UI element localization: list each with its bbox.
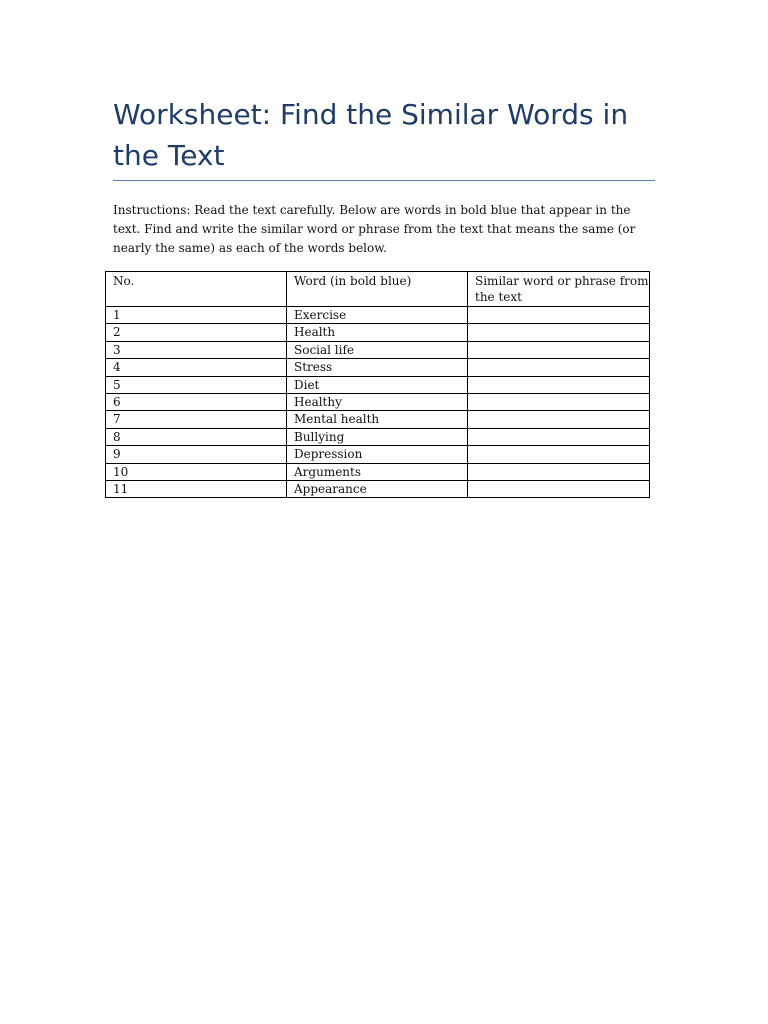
title-divider xyxy=(113,180,655,181)
row-word: Exercise xyxy=(287,307,468,324)
row-word: Diet xyxy=(287,376,468,393)
row-word: Health xyxy=(287,324,468,341)
table-row xyxy=(106,428,650,445)
table-row xyxy=(106,324,650,341)
header-similar-word: Similar word or phrase from the text xyxy=(468,272,650,307)
row-number: 5 xyxy=(106,376,287,393)
row-number: 10 xyxy=(106,463,287,480)
row-word: Stress xyxy=(287,359,468,376)
answer-cell[interactable] xyxy=(468,411,650,428)
row-word: Arguments xyxy=(287,463,468,480)
answer-cell[interactable] xyxy=(468,376,650,393)
instructions-text: Instructions: Read the text carefully. Below are words in bold blue that appear in the text. Find and write the similar word or phrase from the text that means the same (or nearly the same) as each of the words below. xyxy=(113,203,636,255)
header-number: No. xyxy=(106,272,287,307)
worksheet-table xyxy=(105,271,650,498)
row-word: Depression xyxy=(287,446,468,463)
answer-cell[interactable] xyxy=(468,341,650,358)
table-row xyxy=(106,394,650,411)
header-word: Word (in bold blue) xyxy=(287,272,468,307)
table-row xyxy=(106,376,650,393)
page-title: Worksheet: Find the Similar Words in the Text xyxy=(113,98,629,172)
row-word: Mental health xyxy=(287,411,468,428)
row-word: Social life xyxy=(287,341,468,358)
row-word: Appearance xyxy=(287,481,468,498)
answer-cell[interactable] xyxy=(468,324,650,341)
row-word: Bullying xyxy=(287,428,468,445)
row-number: 9 xyxy=(106,446,287,463)
row-number: 1 xyxy=(106,307,287,324)
row-number: 3 xyxy=(106,341,287,358)
row-number: 7 xyxy=(106,411,287,428)
answer-cell[interactable] xyxy=(468,394,650,411)
row-word: Healthy xyxy=(287,394,468,411)
answer-cell[interactable] xyxy=(468,446,650,463)
row-number: 8 xyxy=(106,428,287,445)
table-row xyxy=(106,359,650,376)
table-row xyxy=(106,411,650,428)
table-row xyxy=(106,307,650,324)
row-number: 6 xyxy=(106,394,287,411)
answer-cell[interactable] xyxy=(468,463,650,480)
table-row xyxy=(106,463,650,480)
answer-cell[interactable] xyxy=(468,307,650,324)
answer-cell[interactable] xyxy=(468,481,650,498)
row-number: 11 xyxy=(106,481,287,498)
row-number: 2 xyxy=(106,324,287,341)
answer-cell[interactable] xyxy=(468,359,650,376)
table-row xyxy=(106,446,650,463)
table-row xyxy=(106,341,650,358)
table-row xyxy=(106,481,650,498)
row-number: 4 xyxy=(106,359,287,376)
answer-cell[interactable] xyxy=(468,428,650,445)
table-header-row xyxy=(106,272,650,307)
